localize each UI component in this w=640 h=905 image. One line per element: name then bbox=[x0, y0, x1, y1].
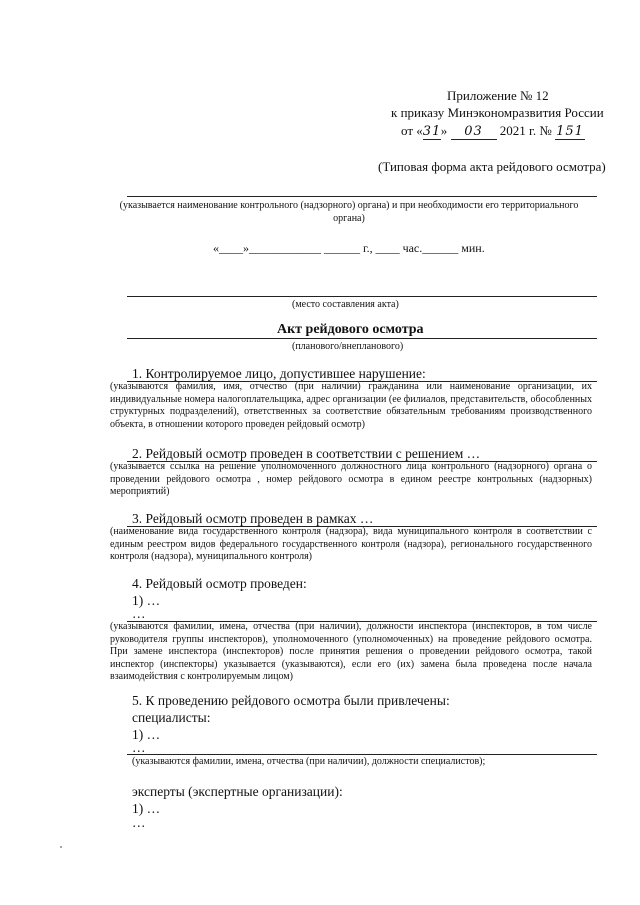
section-3-title: 3. Рейдовый осмотр проведен в рамках … bbox=[132, 511, 374, 526]
section-4-title: 4. Рейдовый осмотр проведен: bbox=[132, 576, 307, 591]
specialists-line bbox=[127, 754, 597, 755]
appendix-number: Приложение № 12 bbox=[447, 88, 549, 103]
act-title-line bbox=[127, 338, 597, 339]
section-1-caption: (указываются фамилия, имя, отчество (при наличии) гражданина или наименование организации, их индивидуальные номера налогоплательщика, адрес организации (ее филиалов, представительств, обособленных структурных подразделений), ответственных за соответствие обязательным требованиям производственного объекта, в отношении которого проведен рейдовый осмотр) bbox=[110, 381, 592, 430]
specialists-item-1: 1) … bbox=[132, 727, 161, 742]
experts-item-1: 1) … bbox=[132, 801, 161, 816]
date-day: 31 bbox=[422, 124, 442, 139]
specialists-ellipsis: … bbox=[132, 740, 146, 755]
section-5-title: 5. К проведению рейдового осмотра были привлечены: bbox=[132, 693, 450, 708]
order-reference: к приказу Минэкономразвития России bbox=[391, 105, 604, 120]
date-prefix: от « bbox=[401, 123, 423, 138]
specialists-caption: (указываются фамилии, имена, отчества (при наличии), должности специалистов); bbox=[132, 756, 486, 767]
section-4-ellipsis: … bbox=[132, 606, 146, 621]
specialists-label: специалисты: bbox=[132, 710, 211, 725]
act-subtitle: (планового/внепланового) bbox=[292, 341, 404, 352]
datetime-line: «____»____________ ______ г., ____ час.______ мин. bbox=[213, 241, 485, 255]
section-4-item-1: 1) … bbox=[132, 593, 161, 608]
place-caption: (место составления акта) bbox=[292, 299, 399, 310]
scan-speck bbox=[60, 846, 62, 848]
order-date-line bbox=[401, 123, 585, 140]
section-2-caption: (указывается ссылка на решение уполномоченного должностного лица контрольного (надзорного) органа о проведении рейдового осмотра , номер рейдового осмотра в едином реестре контрольных (надзорных) мероприятий) bbox=[110, 461, 592, 497]
section-2-title: 2. Рейдовый осмотр проведен в соответствии с решением … bbox=[132, 446, 481, 461]
date-mid: » bbox=[440, 123, 448, 138]
date-year: 2021 г. № bbox=[499, 123, 552, 138]
experts-ellipsis: … bbox=[132, 815, 146, 830]
experts-label: эксперты (экспертные организации): bbox=[132, 784, 343, 799]
order-number: 151 bbox=[556, 124, 584, 139]
authority-line bbox=[127, 196, 597, 197]
place-line bbox=[127, 296, 597, 297]
act-title: Акт рейдового осмотра bbox=[277, 322, 424, 337]
authority-caption: (указывается наименование контрольного (надзорного) органа) и при необходимости его территориального органа) bbox=[119, 200, 579, 224]
section-3-caption: (наименование вида государственного контроля (надзора), вида муниципального контроля в соответствии с единым реестром видов федерального государственного контроля (надзора), регионального государственного контроля (надзора), муниципального контроля) bbox=[110, 526, 592, 562]
section-4-caption: (указываются фамилии, имена, отчества (при наличии), должности инспектора (инспекторов, в том числе руководителя группы инспекторов), уполномоченного (уполномоченных) на проведение рейдового осмотра. При замене инспектора (инспекторов) после принятия решения о проведении рейдового осмотра, такой инспектор (инспекторы) указывается (указываются), если его (их) замена была проведена после начала взаимодействия с контролируемым лицом) bbox=[110, 621, 592, 682]
section-1-title: 1. Контролируемое лицо, допустившее нарушение: bbox=[132, 366, 426, 381]
date-month: 03 bbox=[451, 124, 497, 140]
form-type-note: (Типовая форма акта рейдового осмотра) bbox=[378, 159, 606, 174]
